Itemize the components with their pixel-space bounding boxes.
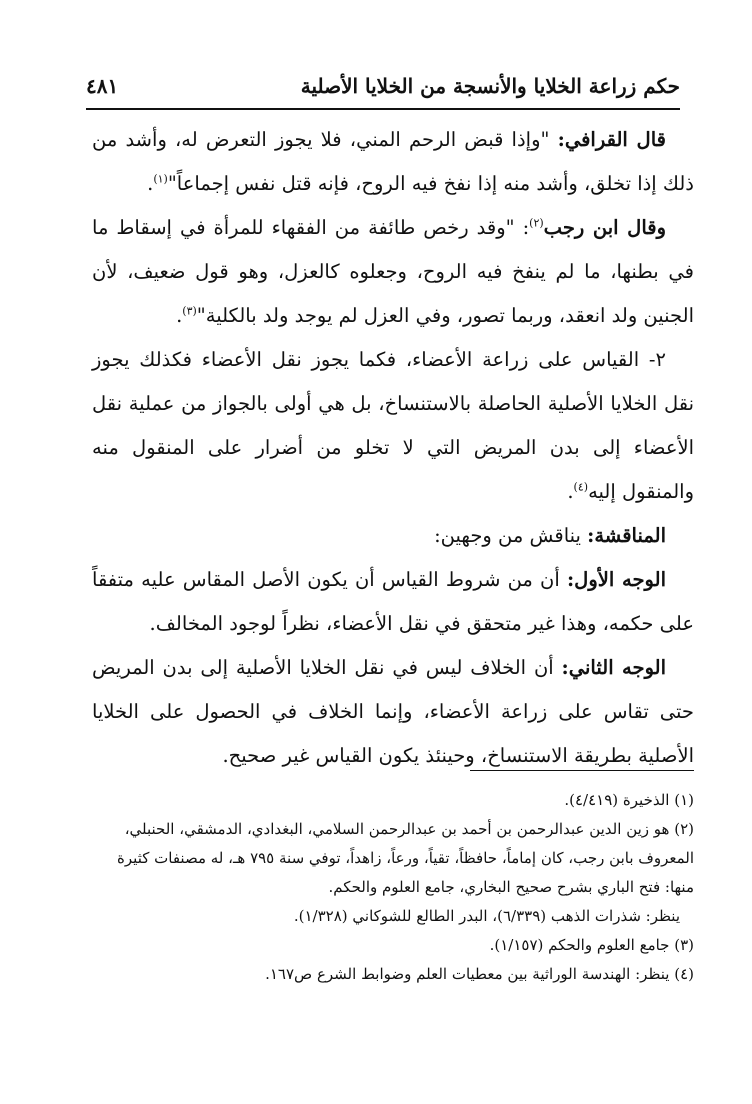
paragraph-text: يناقش من وجهين: [434, 524, 581, 547]
speaker-label: وقال ابن رجب [543, 216, 667, 239]
footnote-ref[interactable]: (٤) [573, 480, 589, 494]
speaker-label: قال القرافي: [557, 128, 666, 151]
running-header [86, 70, 680, 110]
paragraph-text: ٢- القياس على زراعة الأعضاء، فكما يجوز نقل الأعضاء فكذلك يجوز نقل الخلايا الأصلية الحاصلة بالاستنساخ، بل هي أولى بالجواز من عملية نقل الأعضاء إلى بدن المريض التي لا تخلو من أضرار على المنقول منه والمنقول إليه [92, 348, 694, 503]
footnote-ref[interactable]: (٣) [182, 304, 197, 318]
punctuation: . [176, 304, 183, 327]
footnote-3: (٣) جامع العلوم والحكم (١/١٥٧). [489, 936, 694, 954]
footnote-1: (١) الذخيرة (٤/٤١٩). [564, 791, 694, 809]
section-label: الوجه الثاني: [561, 656, 666, 679]
paragraph-ibn-rajab [92, 206, 694, 338]
footnote-ref[interactable]: (٢) [529, 216, 544, 230]
paragraph-text: أن الخلاف ليس في نقل الخلايا الأصلية إلى بدن المريض حتى تقاس على زراعة الأعضاء، وإنما الخلاف في الحصول على الخلايا الأصلية بطريقة الاستنساخ، وحينئذ يكون القياس غير صحيح. [92, 656, 694, 767]
main-text [92, 118, 694, 778]
footnote-2: (٢) هو زين الدين عبدالرحمن بن أحمد بن عبدالرحمن السلامي، البغدادي، الدمشقي، الحنبلي، المعروف بابن رجب، كان إماماً، حافظاً، تقياً، ورعاً، زاهداً، توفي سنة ٧٩٥ هـ، له مصنفات كثيرة منها: فتح الباري بشرح صحيح البخاري، جامع العلوم والحكم. [117, 820, 694, 896]
paragraph-qarafi [92, 118, 694, 206]
footnote-4: (٤) ينظر: الهندسة الوراثية بين معطيات العلم وضوابط الشرع ص١٦٧. [265, 965, 694, 983]
paragraph-first-aspect [92, 558, 694, 646]
paragraph-text: أن من شروط القياس أن يكون الأصل المقاس عليه متفقاً على حكمه، وهذا غير متحقق في نقل الأعضاء، نظراً لوجود المخالف. [92, 568, 694, 635]
punctuation: . [147, 172, 154, 195]
footnotes [96, 786, 694, 989]
paragraph-qiyas [92, 338, 694, 514]
section-label: المناقشة: [587, 524, 666, 547]
paragraph-second-aspect [92, 646, 694, 778]
paragraph-text: "وإذا قبض الرحم المني، فلا يجوز التعرض له، وأشد من ذلك إذا تخلق، وأشد منه إذا نفخ فيه الروح، فإنه قتل نفس إجماعاً" [92, 128, 694, 195]
header-title: حكم زراعة الخلايا والأنسجة من الخلايا الأصلية [300, 74, 680, 98]
section-label: الوجه الأول: [566, 568, 666, 591]
footnote-divider [470, 770, 694, 771]
punctuation: . [567, 480, 574, 503]
footnote-ref[interactable]: (١) [153, 172, 168, 186]
paragraph-discussion [92, 514, 694, 558]
page-number: ٤٨١ [86, 74, 119, 98]
paragraph-text: : "وقد رخص طائفة من الفقهاء للمرأة في إسقاط ما في بطنها، ما لم ينفخ فيه الروح، وجعلوه كالعزل، وهو قول ضعيف، لأن الجنين ولد انعقد، وربما تصور، وفي العزل لم يوجد ولد بالكلية" [92, 216, 694, 327]
footnote-2-see: ينظر: شذرات الذهب (٦/٣٣٩)، البدر الطالع للشوكاني (١/٣٢٨). [293, 907, 680, 925]
